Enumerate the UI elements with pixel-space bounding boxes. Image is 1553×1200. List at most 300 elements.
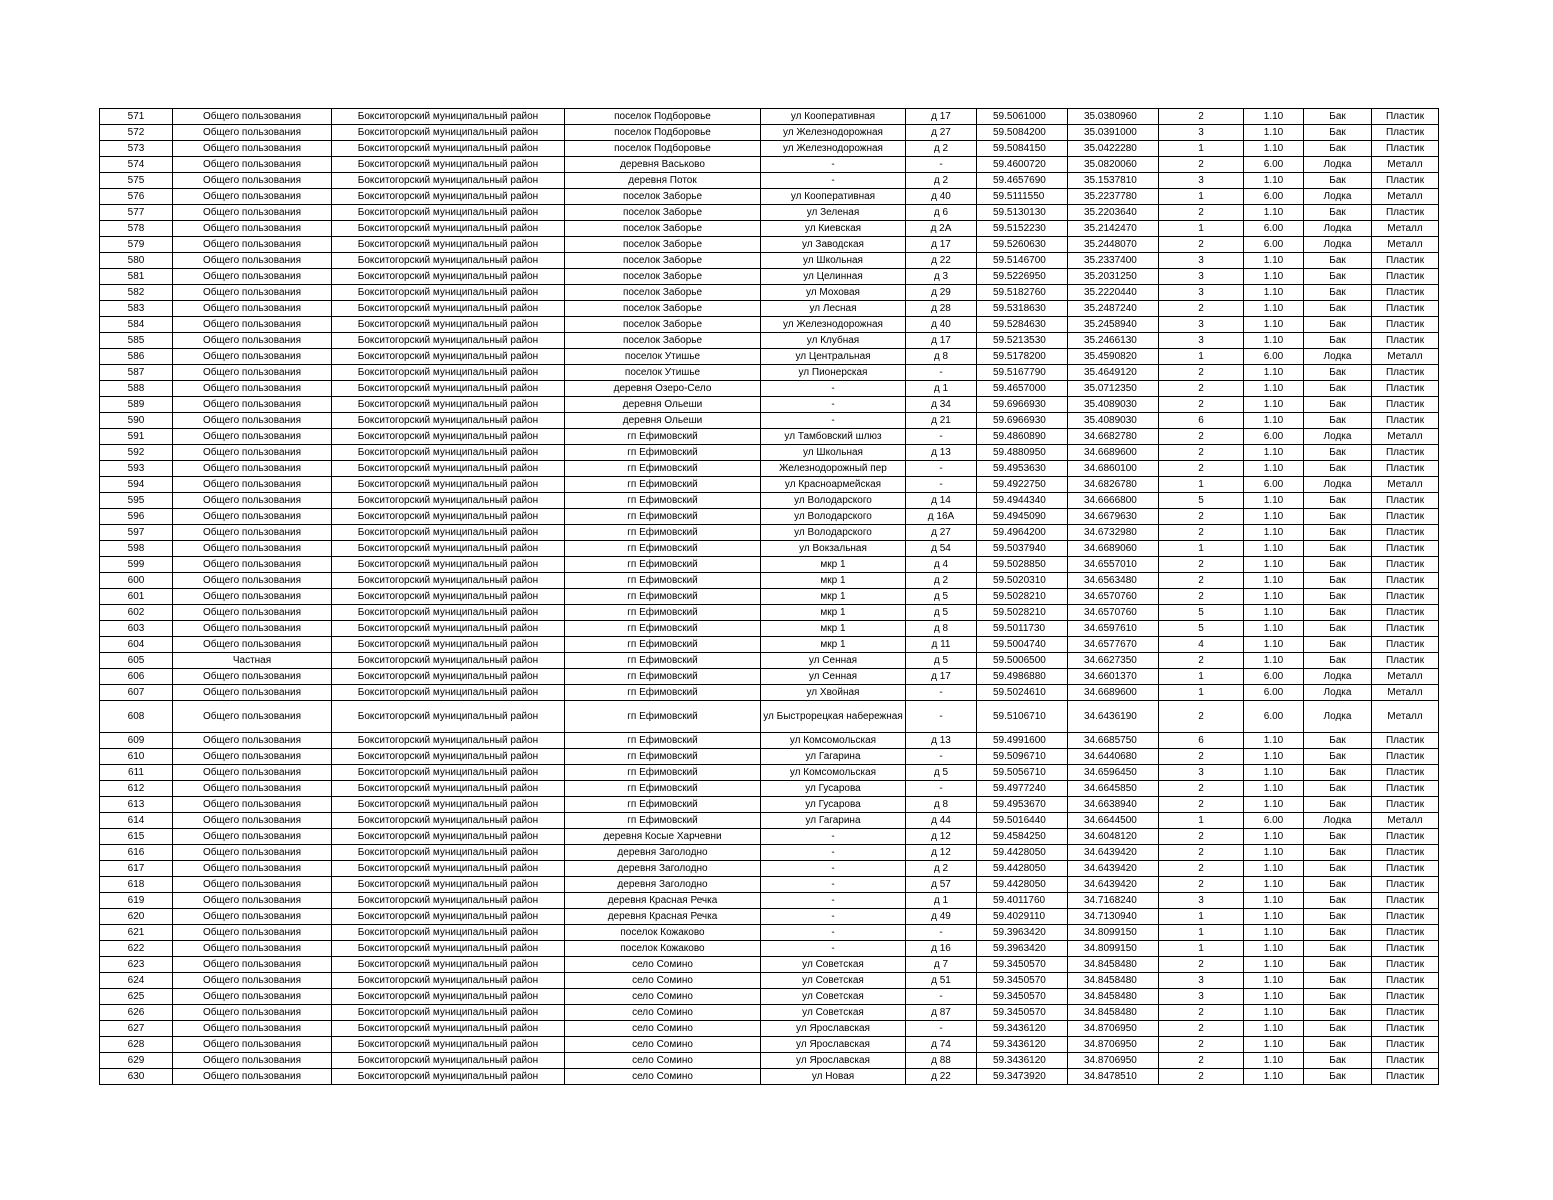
cell-container-type: Бак bbox=[1304, 269, 1372, 285]
cell-volume: 1.10 bbox=[1244, 589, 1304, 605]
table-row bbox=[100, 1005, 1439, 1021]
cell-district: Бокситогорский муниципальный район bbox=[332, 749, 565, 765]
cell-house: - bbox=[906, 989, 977, 1005]
cell-volume: 1.10 bbox=[1244, 445, 1304, 461]
cell-settlement: поселок Подборовье bbox=[565, 125, 761, 141]
cell-ownership-type: Общего пользования bbox=[173, 685, 332, 701]
cell-house: д 74 bbox=[906, 1037, 977, 1053]
cell-latitude: 59.3450570 bbox=[977, 973, 1068, 989]
cell-container-type: Бак bbox=[1304, 1005, 1372, 1021]
cell-row-number: 573 bbox=[100, 141, 173, 157]
cell-container-count: 3 bbox=[1159, 973, 1244, 989]
cell-ownership-type: Общего пользования bbox=[173, 237, 332, 253]
cell-settlement: село Сомино bbox=[565, 1069, 761, 1085]
cell-material: Пластик bbox=[1372, 573, 1439, 589]
cell-longitude: 34.6439420 bbox=[1068, 861, 1159, 877]
cell-street: ул Пионерская bbox=[761, 365, 906, 381]
cell-container-type: Бак bbox=[1304, 1021, 1372, 1037]
cell-container-count: 2 bbox=[1159, 845, 1244, 861]
cell-house: д 11 bbox=[906, 637, 977, 653]
table-row bbox=[100, 445, 1439, 461]
cell-container-type: Бак bbox=[1304, 253, 1372, 269]
cell-latitude: 59.5152230 bbox=[977, 221, 1068, 237]
table-row bbox=[100, 877, 1439, 893]
cell-latitude: 59.3436120 bbox=[977, 1037, 1068, 1053]
cell-ownership-type: Общего пользования bbox=[173, 733, 332, 749]
cell-material: Металл bbox=[1372, 189, 1439, 205]
cell-material: Пластик bbox=[1372, 509, 1439, 525]
cell-container-type: Бак bbox=[1304, 333, 1372, 349]
cell-material: Пластик bbox=[1372, 317, 1439, 333]
cell-container-count: 2 bbox=[1159, 445, 1244, 461]
cell-material: Пластик bbox=[1372, 781, 1439, 797]
table-row bbox=[100, 509, 1439, 525]
cell-district: Бокситогорский муниципальный район bbox=[332, 829, 565, 845]
cell-row-number: 585 bbox=[100, 333, 173, 349]
cell-street: Железнодорожный пер bbox=[761, 461, 906, 477]
cell-settlement: деревня Косые Харчевни bbox=[565, 829, 761, 845]
cell-volume: 1.10 bbox=[1244, 797, 1304, 813]
cell-settlement: поселок Заборье bbox=[565, 221, 761, 237]
cell-row-number: 625 bbox=[100, 989, 173, 1005]
cell-container-type: Бак bbox=[1304, 877, 1372, 893]
cell-container-type: Лодка bbox=[1304, 349, 1372, 365]
cell-house: - bbox=[906, 749, 977, 765]
cell-container-type: Бак bbox=[1304, 413, 1372, 429]
cell-ownership-type: Общего пользования bbox=[173, 253, 332, 269]
cell-container-type: Бак bbox=[1304, 861, 1372, 877]
cell-latitude: 59.5178200 bbox=[977, 349, 1068, 365]
cell-street: ул Тамбовский шлюз bbox=[761, 429, 906, 445]
cell-street: - bbox=[761, 941, 906, 957]
cell-longitude: 34.6689600 bbox=[1068, 445, 1159, 461]
cell-settlement: гп Ефимовский bbox=[565, 669, 761, 685]
cell-longitude: 34.8458480 bbox=[1068, 989, 1159, 1005]
table-row bbox=[100, 1021, 1439, 1037]
cell-ownership-type: Общего пользования bbox=[173, 973, 332, 989]
cell-street: ул Школьная bbox=[761, 445, 906, 461]
cell-street: мкр 1 bbox=[761, 605, 906, 621]
cell-container-type: Бак bbox=[1304, 797, 1372, 813]
cell-street: - bbox=[761, 893, 906, 909]
cell-street: ул Гагарина bbox=[761, 813, 906, 829]
cell-house: д 29 bbox=[906, 285, 977, 301]
cell-volume: 1.10 bbox=[1244, 381, 1304, 397]
cell-material: Пластик bbox=[1372, 333, 1439, 349]
cell-street: ул Зеленая bbox=[761, 205, 906, 221]
cell-street: мкр 1 bbox=[761, 621, 906, 637]
cell-longitude: 35.1537810 bbox=[1068, 173, 1159, 189]
cell-district: Бокситогорский муниципальный район bbox=[332, 797, 565, 813]
cell-volume: 1.10 bbox=[1244, 605, 1304, 621]
cell-container-count: 2 bbox=[1159, 781, 1244, 797]
cell-row-number: 612 bbox=[100, 781, 173, 797]
cell-longitude: 34.7130940 bbox=[1068, 909, 1159, 925]
cell-material: Пластик bbox=[1372, 285, 1439, 301]
cell-volume: 1.10 bbox=[1244, 125, 1304, 141]
cell-street: ул Советская bbox=[761, 989, 906, 1005]
cell-street: ул Гусарова bbox=[761, 781, 906, 797]
cell-district: Бокситогорский муниципальный район bbox=[332, 381, 565, 397]
table-row bbox=[100, 1069, 1439, 1085]
cell-row-number: 575 bbox=[100, 173, 173, 189]
table-row bbox=[100, 813, 1439, 829]
cell-ownership-type: Общего пользования bbox=[173, 605, 332, 621]
cell-house: д 14 bbox=[906, 493, 977, 509]
cell-latitude: 59.5182760 bbox=[977, 285, 1068, 301]
cell-container-type: Бак bbox=[1304, 925, 1372, 941]
cell-longitude: 35.2142470 bbox=[1068, 221, 1159, 237]
cell-volume: 1.10 bbox=[1244, 493, 1304, 509]
cell-container-count: 1 bbox=[1159, 909, 1244, 925]
cell-volume: 1.10 bbox=[1244, 765, 1304, 781]
cell-street: ул Центральная bbox=[761, 349, 906, 365]
cell-material: Пластик bbox=[1372, 989, 1439, 1005]
cell-container-count: 2 bbox=[1159, 157, 1244, 173]
cell-longitude: 34.6860100 bbox=[1068, 461, 1159, 477]
cell-material: Пластик bbox=[1372, 1021, 1439, 1037]
cell-street: ул Железнодорожная bbox=[761, 125, 906, 141]
cell-container-type: Бак bbox=[1304, 445, 1372, 461]
cell-volume: 1.10 bbox=[1244, 861, 1304, 877]
table-row bbox=[100, 333, 1439, 349]
cell-longitude: 34.8458480 bbox=[1068, 973, 1159, 989]
cell-material: Пластик bbox=[1372, 637, 1439, 653]
cell-latitude: 59.3450570 bbox=[977, 957, 1068, 973]
cell-longitude: 34.6627350 bbox=[1068, 653, 1159, 669]
cell-district: Бокситогорский муниципальный район bbox=[332, 669, 565, 685]
table-row bbox=[100, 589, 1439, 605]
cell-container-type: Бак bbox=[1304, 125, 1372, 141]
cell-house: д 2 bbox=[906, 173, 977, 189]
cell-volume: 1.10 bbox=[1244, 749, 1304, 765]
cell-container-count: 1 bbox=[1159, 925, 1244, 941]
cell-settlement: гп Ефимовский bbox=[565, 445, 761, 461]
cell-row-number: 599 bbox=[100, 557, 173, 573]
cell-volume: 6.00 bbox=[1244, 477, 1304, 493]
cell-district: Бокситогорский муниципальный район bbox=[332, 573, 565, 589]
cell-container-count: 5 bbox=[1159, 493, 1244, 509]
cell-street: ул Сенная bbox=[761, 653, 906, 669]
table-row bbox=[100, 109, 1439, 125]
cell-district: Бокситогорский муниципальный район bbox=[332, 237, 565, 253]
cell-container-type: Бак bbox=[1304, 573, 1372, 589]
cell-street: ул Красноармейская bbox=[761, 477, 906, 493]
cell-settlement: поселок Утишье bbox=[565, 365, 761, 381]
cell-latitude: 59.5037940 bbox=[977, 541, 1068, 557]
cell-house: - bbox=[906, 701, 977, 733]
cell-material: Пластик bbox=[1372, 1005, 1439, 1021]
cell-settlement: гп Ефимовский bbox=[565, 573, 761, 589]
cell-latitude: 59.4657000 bbox=[977, 381, 1068, 397]
cell-street: - bbox=[761, 861, 906, 877]
cell-longitude: 34.6679630 bbox=[1068, 509, 1159, 525]
cell-material: Пластик bbox=[1372, 493, 1439, 509]
cell-volume: 1.10 bbox=[1244, 205, 1304, 221]
cell-container-type: Лодка bbox=[1304, 237, 1372, 253]
cell-house: д 7 bbox=[906, 957, 977, 973]
cell-volume: 6.00 bbox=[1244, 221, 1304, 237]
cell-row-number: 600 bbox=[100, 573, 173, 589]
cell-volume: 1.10 bbox=[1244, 365, 1304, 381]
cell-street: ул Советская bbox=[761, 973, 906, 989]
cell-container-count: 2 bbox=[1159, 461, 1244, 477]
cell-row-number: 615 bbox=[100, 829, 173, 845]
cell-longitude: 34.6596450 bbox=[1068, 765, 1159, 781]
table-row bbox=[100, 413, 1439, 429]
cell-container-count: 2 bbox=[1159, 573, 1244, 589]
cell-settlement: гп Ефимовский bbox=[565, 477, 761, 493]
cell-house: д 2 bbox=[906, 573, 977, 589]
table-body bbox=[100, 109, 1439, 1085]
cell-latitude: 59.5284630 bbox=[977, 317, 1068, 333]
cell-container-type: Лодка bbox=[1304, 157, 1372, 173]
cell-volume: 1.10 bbox=[1244, 397, 1304, 413]
cell-longitude: 34.7168240 bbox=[1068, 893, 1159, 909]
table-row bbox=[100, 861, 1439, 877]
cell-house: - bbox=[906, 365, 977, 381]
cell-container-type: Бак bbox=[1304, 141, 1372, 157]
cell-ownership-type: Общего пользования bbox=[173, 1005, 332, 1021]
cell-street: ул Советская bbox=[761, 957, 906, 973]
cell-row-number: 589 bbox=[100, 397, 173, 413]
cell-house: д 17 bbox=[906, 669, 977, 685]
cell-street: ул Ярославская bbox=[761, 1037, 906, 1053]
cell-volume: 1.10 bbox=[1244, 557, 1304, 573]
cell-volume: 1.10 bbox=[1244, 621, 1304, 637]
cell-material: Пластик bbox=[1372, 653, 1439, 669]
cell-material: Пластик bbox=[1372, 893, 1439, 909]
cell-ownership-type: Общего пользования bbox=[173, 333, 332, 349]
cell-street: мкр 1 bbox=[761, 637, 906, 653]
cell-longitude: 34.6577670 bbox=[1068, 637, 1159, 653]
table-row bbox=[100, 733, 1439, 749]
table-row bbox=[100, 381, 1439, 397]
cell-settlement: поселок Заборье bbox=[565, 253, 761, 269]
cell-volume: 1.10 bbox=[1244, 109, 1304, 125]
table-row bbox=[100, 669, 1439, 685]
cell-district: Бокситогорский муниципальный район bbox=[332, 781, 565, 797]
cell-volume: 1.10 bbox=[1244, 1053, 1304, 1069]
cell-container-count: 2 bbox=[1159, 1005, 1244, 1021]
cell-longitude: 34.6439420 bbox=[1068, 845, 1159, 861]
table-row bbox=[100, 685, 1439, 701]
cell-latitude: 59.4657690 bbox=[977, 173, 1068, 189]
cell-house: д 17 bbox=[906, 333, 977, 349]
cell-house: д 22 bbox=[906, 1069, 977, 1085]
cell-ownership-type: Общего пользования bbox=[173, 957, 332, 973]
cell-house: д 16 bbox=[906, 941, 977, 957]
cell-container-type: Бак bbox=[1304, 941, 1372, 957]
cell-container-type: Бак bbox=[1304, 749, 1372, 765]
cell-street: - bbox=[761, 829, 906, 845]
cell-material: Металл bbox=[1372, 221, 1439, 237]
cell-volume: 1.10 bbox=[1244, 461, 1304, 477]
cell-container-count: 2 bbox=[1159, 1069, 1244, 1085]
cell-settlement: поселок Заборье bbox=[565, 317, 761, 333]
cell-container-type: Бак bbox=[1304, 397, 1372, 413]
cell-latitude: 59.4977240 bbox=[977, 781, 1068, 797]
cell-ownership-type: Общего пользования bbox=[173, 669, 332, 685]
cell-longitude: 35.4089030 bbox=[1068, 397, 1159, 413]
cell-settlement: гп Ефимовский bbox=[565, 429, 761, 445]
cell-volume: 6.00 bbox=[1244, 157, 1304, 173]
cell-container-count: 1 bbox=[1159, 189, 1244, 205]
cell-row-number: 623 bbox=[100, 957, 173, 973]
cell-settlement: деревня Заголодно bbox=[565, 845, 761, 861]
cell-ownership-type: Общего пользования bbox=[173, 557, 332, 573]
cell-latitude: 59.4922750 bbox=[977, 477, 1068, 493]
cell-row-number: 610 bbox=[100, 749, 173, 765]
cell-ownership-type: Общего пользования bbox=[173, 525, 332, 541]
cell-latitude: 59.4953670 bbox=[977, 797, 1068, 813]
table-row bbox=[100, 1053, 1439, 1069]
cell-settlement: село Сомино bbox=[565, 1021, 761, 1037]
cell-ownership-type: Общего пользования bbox=[173, 269, 332, 285]
cell-row-number: 591 bbox=[100, 429, 173, 445]
cell-street: ул Быстрорецкая набережная bbox=[761, 701, 906, 733]
cell-material: Пластик bbox=[1372, 301, 1439, 317]
cell-settlement: село Сомино bbox=[565, 1005, 761, 1021]
cell-settlement: деревня Ольеши bbox=[565, 413, 761, 429]
cell-container-type: Бак bbox=[1304, 381, 1372, 397]
table-row bbox=[100, 317, 1439, 333]
cell-row-number: 579 bbox=[100, 237, 173, 253]
cell-house: д 12 bbox=[906, 845, 977, 861]
cell-street: ул Целинная bbox=[761, 269, 906, 285]
cell-row-number: 571 bbox=[100, 109, 173, 125]
cell-district: Бокситогорский муниципальный район bbox=[332, 941, 565, 957]
cell-longitude: 35.0820060 bbox=[1068, 157, 1159, 173]
cell-house: д 88 bbox=[906, 1053, 977, 1069]
cell-street: мкр 1 bbox=[761, 573, 906, 589]
table-row bbox=[100, 653, 1439, 669]
cell-container-count: 1 bbox=[1159, 477, 1244, 493]
cell-district: Бокситогорский муниципальный район bbox=[332, 621, 565, 637]
cell-district: Бокситогорский муниципальный район bbox=[332, 141, 565, 157]
cell-house: д 1 bbox=[906, 381, 977, 397]
cell-street: - bbox=[761, 173, 906, 189]
cell-house: д 1 bbox=[906, 893, 977, 909]
cell-house: д 12 bbox=[906, 829, 977, 845]
cell-container-count: 3 bbox=[1159, 125, 1244, 141]
cell-district: Бокситогорский муниципальный район bbox=[332, 413, 565, 429]
cell-container-type: Лодка bbox=[1304, 189, 1372, 205]
cell-ownership-type: Общего пользования bbox=[173, 589, 332, 605]
cell-ownership-type: Общего пользования bbox=[173, 925, 332, 941]
cell-container-type: Бак bbox=[1304, 973, 1372, 989]
cell-volume: 1.10 bbox=[1244, 269, 1304, 285]
cell-settlement: гп Ефимовский bbox=[565, 557, 761, 573]
cell-container-type: Бак bbox=[1304, 541, 1372, 557]
cell-volume: 1.10 bbox=[1244, 1021, 1304, 1037]
cell-container-count: 2 bbox=[1159, 237, 1244, 253]
cell-longitude: 34.6570760 bbox=[1068, 589, 1159, 605]
cell-street: ул Школьная bbox=[761, 253, 906, 269]
cell-material: Пластик bbox=[1372, 381, 1439, 397]
cell-street: мкр 1 bbox=[761, 557, 906, 573]
cell-house: д 8 bbox=[906, 797, 977, 813]
cell-district: Бокситогорский муниципальный район bbox=[332, 157, 565, 173]
cell-row-number: 580 bbox=[100, 253, 173, 269]
cell-container-type: Бак bbox=[1304, 909, 1372, 925]
cell-longitude: 34.6682780 bbox=[1068, 429, 1159, 445]
table-row bbox=[100, 541, 1439, 557]
cell-container-type: Бак bbox=[1304, 765, 1372, 781]
cell-house: д 17 bbox=[906, 237, 977, 253]
cell-settlement: поселок Заборье bbox=[565, 205, 761, 221]
cell-settlement: поселок Заборье bbox=[565, 333, 761, 349]
cell-row-number: 618 bbox=[100, 877, 173, 893]
table-row bbox=[100, 221, 1439, 237]
cell-ownership-type: Общего пользования bbox=[173, 621, 332, 637]
table-row bbox=[100, 605, 1439, 621]
cell-house: д 54 bbox=[906, 541, 977, 557]
cell-house: д 28 bbox=[906, 301, 977, 317]
cell-longitude: 35.0391000 bbox=[1068, 125, 1159, 141]
cell-district: Бокситогорский муниципальный район bbox=[332, 317, 565, 333]
cell-street: мкр 1 bbox=[761, 589, 906, 605]
cell-district: Бокситогорский муниципальный район bbox=[332, 701, 565, 733]
cell-material: Пластик bbox=[1372, 445, 1439, 461]
cell-ownership-type: Общего пользования bbox=[173, 1053, 332, 1069]
cell-longitude: 34.6732980 bbox=[1068, 525, 1159, 541]
cell-settlement: поселок Подборовье bbox=[565, 141, 761, 157]
cell-settlement: деревня Поток bbox=[565, 173, 761, 189]
cell-latitude: 59.4428050 bbox=[977, 861, 1068, 877]
cell-street: - bbox=[761, 397, 906, 413]
cell-longitude: 35.2466130 bbox=[1068, 333, 1159, 349]
cell-material: Пластик bbox=[1372, 1069, 1439, 1085]
cell-district: Бокситогорский муниципальный район bbox=[332, 525, 565, 541]
cell-longitude: 34.6439420 bbox=[1068, 877, 1159, 893]
cell-ownership-type: Общего пользования bbox=[173, 397, 332, 413]
cell-container-count: 2 bbox=[1159, 509, 1244, 525]
table-row bbox=[100, 637, 1439, 653]
table-row bbox=[100, 621, 1439, 637]
cell-district: Бокситогорский муниципальный район bbox=[332, 957, 565, 973]
cell-container-type: Бак bbox=[1304, 1069, 1372, 1085]
cell-ownership-type: Общего пользования bbox=[173, 509, 332, 525]
cell-longitude: 34.6570760 bbox=[1068, 605, 1159, 621]
cell-district: Бокситогорский муниципальный район bbox=[332, 349, 565, 365]
cell-house: - bbox=[906, 1021, 977, 1037]
cell-settlement: гп Ефимовский bbox=[565, 813, 761, 829]
cell-row-number: 586 bbox=[100, 349, 173, 365]
cell-street: - bbox=[761, 157, 906, 173]
cell-house: д 40 bbox=[906, 317, 977, 333]
cell-settlement: гп Ефимовский bbox=[565, 685, 761, 701]
cell-material: Пластик bbox=[1372, 973, 1439, 989]
cell-street: - bbox=[761, 381, 906, 397]
cell-street: ул Заводская bbox=[761, 237, 906, 253]
cell-container-count: 2 bbox=[1159, 301, 1244, 317]
cell-house: - bbox=[906, 461, 977, 477]
cell-row-number: 609 bbox=[100, 733, 173, 749]
cell-volume: 1.10 bbox=[1244, 317, 1304, 333]
cell-house: д 22 bbox=[906, 253, 977, 269]
cell-container-type: Лодка bbox=[1304, 429, 1372, 445]
cell-house: д 2А bbox=[906, 221, 977, 237]
cell-street: ул Вокзальная bbox=[761, 541, 906, 557]
table-row bbox=[100, 925, 1439, 941]
cell-container-count: 3 bbox=[1159, 893, 1244, 909]
cell-latitude: 59.5028210 bbox=[977, 589, 1068, 605]
cell-container-type: Бак bbox=[1304, 893, 1372, 909]
cell-ownership-type: Общего пользования bbox=[173, 637, 332, 653]
cell-ownership-type: Общего пользования bbox=[173, 541, 332, 557]
cell-longitude: 34.8458480 bbox=[1068, 957, 1159, 973]
